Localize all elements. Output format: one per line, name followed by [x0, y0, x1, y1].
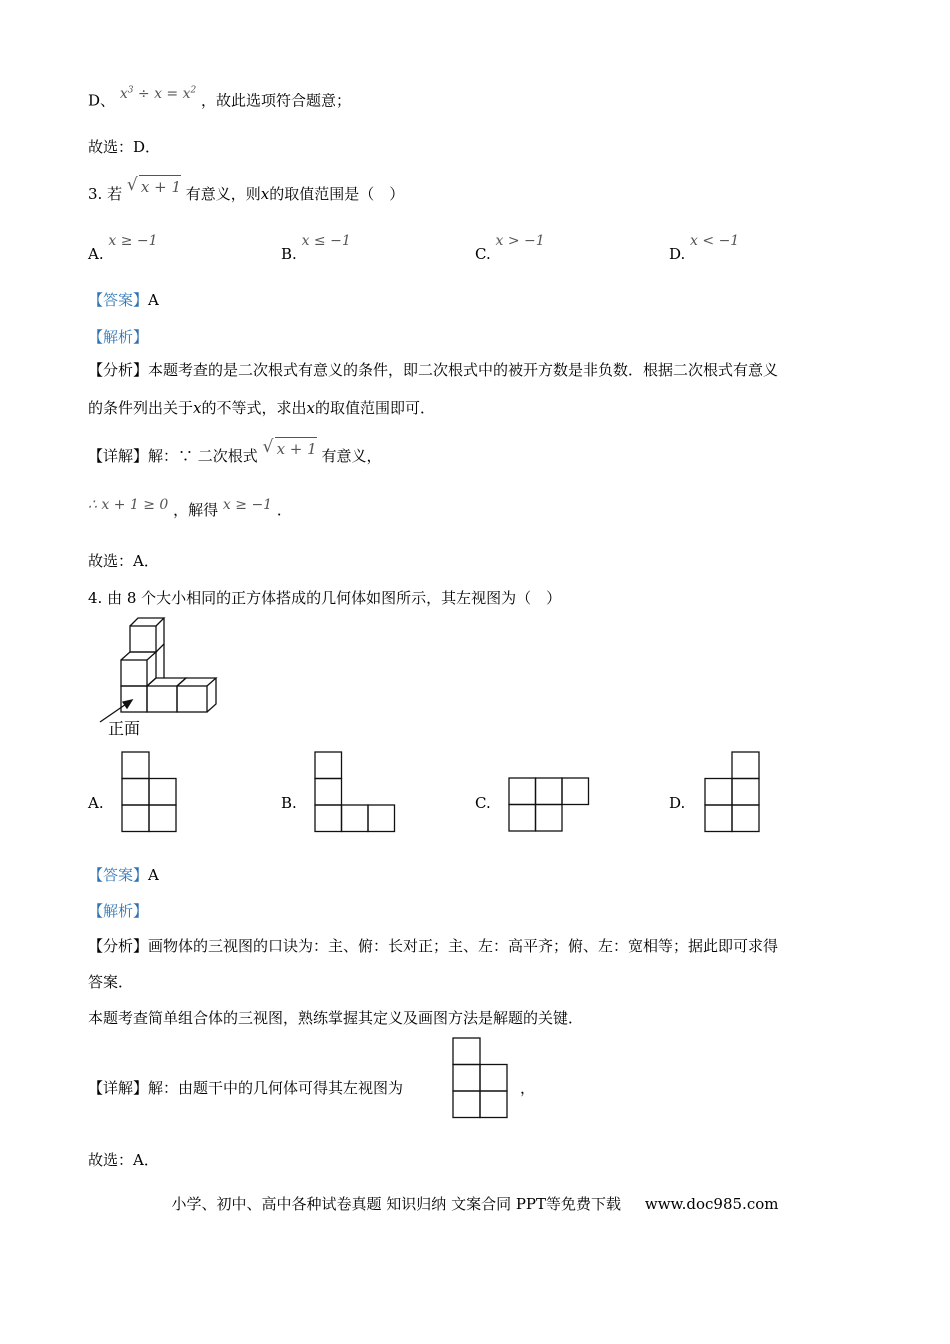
q3-fenxi-line2: 的条件列出关于x的不等式，求出x的取值范围即可．	[88, 399, 435, 417]
q4-fenxi-line1: 【分析】画物体的三视图的口诀为：主、俯：长对正；主、左：高平齐；俯、左：宽相等；据此即可求得	[88, 937, 779, 955]
page-footer: 小学、初中、高中各种试卷真题 知识归纳 文案合同 PPT等免费下载 www.doc985.com	[171, 1195, 779, 1213]
q4-summary: 本题考查简单组合体的三视图，熟练掌握其定义及画图方法是解题的关键．	[88, 1009, 584, 1027]
q4-detail-comma: ，	[520, 1079, 536, 1097]
q3-stem: 3. 若 √ x + 1 有意义，则x的取值范围是（ ）	[88, 175, 405, 203]
q4-detail-view	[453, 1038, 509, 1120]
q4-fenxi-line2: 答案．	[88, 973, 134, 991]
q3-option-b: B. x ≤ −1	[281, 233, 351, 263]
q4-stem: 4. 由 8 个大小相同的正方体搭成的几何体如图所示，其左视图为（ ）	[88, 589, 562, 607]
q3-fenxi-line1: 【分析】本题考查的是二次根式有意义的条件，即二次根式中的被开方数是非负数．根据二次根式有意义	[88, 361, 779, 379]
q4-front-label: 正面	[108, 719, 141, 738]
q4-option-d-view	[705, 752, 761, 834]
q3-option-c: C. x > −1	[475, 233, 545, 263]
q3-conclusion: 故选：A．	[88, 552, 159, 570]
q3-option-a: A. x ≥ −1	[88, 233, 158, 263]
q3-detail: 【详解】解：∵ 二次根式 √ x + 1 有意义，	[88, 437, 382, 465]
q3-therefore: ∴ x + 1 ≥ 0 ，解得 x ≥ −1 ．	[88, 497, 292, 519]
q4-option-b-label: B.	[281, 794, 297, 812]
q4-conclusion: 故选：A．	[88, 1151, 159, 1169]
q3-stem-sqrt: √ x + 1	[126, 175, 181, 196]
q3-detail-sqrt: √ x + 1	[262, 437, 317, 458]
q4-analysis-tag: 【解析】	[88, 902, 149, 920]
prev-option-d: D、 $x^3 \div x = x^2$ ，故此选项符合题意；	[88, 85, 352, 110]
q4-option-c-view	[509, 778, 591, 834]
q3-analysis-tag: 【解析】	[88, 328, 149, 346]
q4-option-d-label: D.	[669, 794, 686, 812]
prev-conclusion: 故选：D．	[88, 138, 161, 156]
footer-site-link[interactable]: www.doc985.com	[644, 1195, 779, 1213]
q4-option-a-label: A.	[88, 794, 104, 812]
q3-answer: 【答案】A	[88, 291, 159, 309]
q4-detail: 【详解】解：由题干中的几何体可得其左视图为	[88, 1079, 404, 1097]
q4-option-c-label: C.	[475, 794, 491, 812]
q4-option-b-view	[315, 752, 397, 834]
q3-option-d: D. x < −1	[669, 233, 740, 263]
prev-d-math: $x^3 \div x = x^2$	[119, 85, 197, 102]
q4-option-a-view	[122, 752, 178, 834]
q4-answer: 【答案】A	[88, 866, 159, 884]
